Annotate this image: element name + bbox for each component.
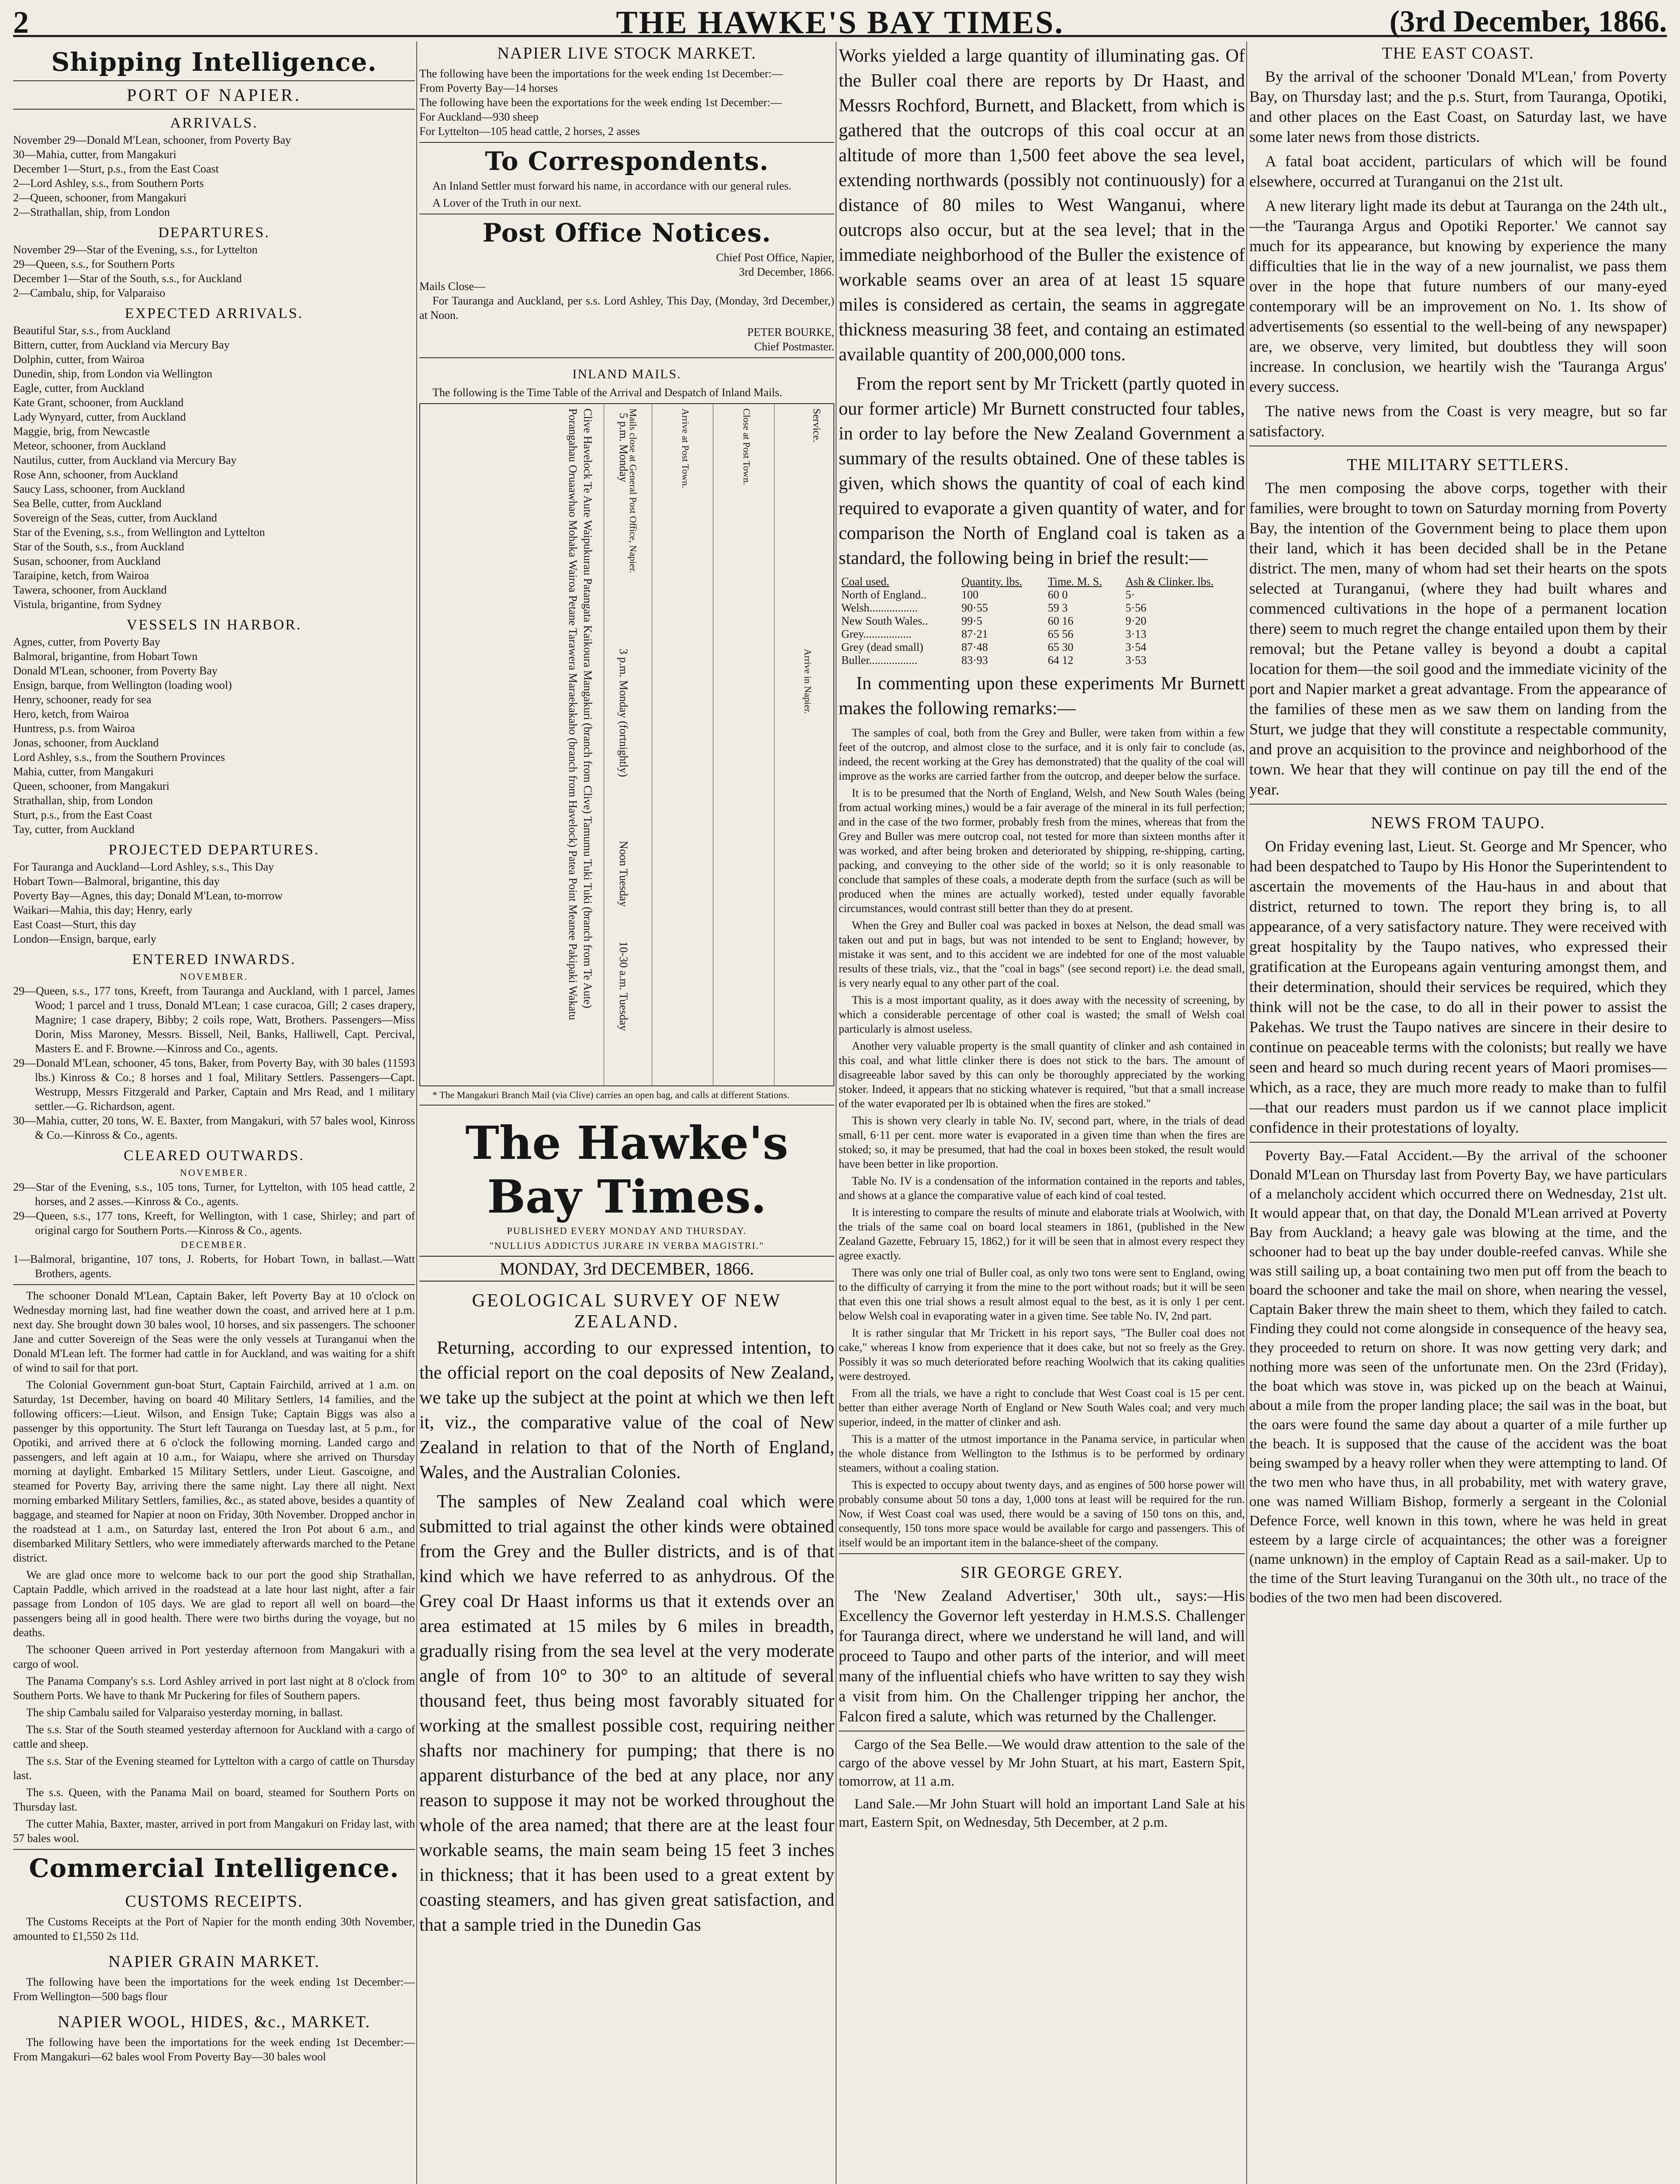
list-item: Agnes, cutter, from Poverty Bay xyxy=(13,636,160,648)
list-item: Hero, ketch, from Wairoa xyxy=(13,708,129,720)
section-heading: EXPECTED ARRIVALS. xyxy=(124,305,304,321)
article-paragraph: By the arrival of the schooner 'Donald M'Lean,' from Poverty Bay, on Thursday last; and the p.s. Sturt, from Tauranga, Opotiki, and other places on the East Coast, on Saturday last, we have some later news from those districts. xyxy=(1249,68,1667,145)
divider xyxy=(13,80,415,81)
list-item: Sovereign of the Seas, cutter, from Auckland xyxy=(13,511,217,524)
table-cell: Grey (dead small) xyxy=(841,641,923,653)
notice-line: Chief Post Office, Napier, xyxy=(716,251,834,264)
article-paragraph: The native news from the Coast is very meagre, but so far satisfactory. xyxy=(1249,402,1667,440)
shipping-list xyxy=(13,116,415,1281)
table-cell: 60 0 xyxy=(1047,588,1068,601)
table-cell: 64 12 xyxy=(1047,654,1074,667)
table-row xyxy=(839,588,1245,601)
list-item: Saucy Lass, schooner, from Auckland xyxy=(13,483,185,495)
notice-line: PETER BOURKE, xyxy=(747,326,834,339)
eastcoast-heading: THE EAST COAST. xyxy=(1382,44,1535,62)
table-cell: 90·55 xyxy=(961,601,988,614)
table-header: Quantity. lbs. xyxy=(961,575,1023,588)
table-cell: 60 16 xyxy=(1047,615,1074,627)
list-item: East Coast—Sturt, this day xyxy=(13,918,136,931)
table-row xyxy=(839,615,1245,628)
list-item: December 1—Star of the South, s.s., for Auckland xyxy=(13,272,242,285)
shipping-note: The Panama Company's s.s. Lord Ashley arrived in port last night at 8 o'clock from Southern Ports. We have to thank Mr Puckering for files of Southern papers. xyxy=(13,1675,415,1702)
list-item: 29—Queen, s.s., 177 tons, Kreeft, from Tauranga and Auckland, with 1 parcel, James Wood; 1 parcel and 1 truss, Donald M'Lean; 1 case curacoa, Gill; 2 cases drapery, Magnire; 1 case drapery, Bibby; 2 coils rope, Watt, Brothers. Passengers—Miss Dorin, Miss Maroney, Messrs. Bissell, Neil, Banks, Halliwell, Capt. Percival, Masters E. and F. Browne.—Kinross and Co., agents. xyxy=(13,985,415,1055)
list-item: Jonas, schooner, from Auckland xyxy=(13,736,159,749)
list-item: Sea Belle, cutter, from Auckland xyxy=(13,497,162,510)
table-cell: 5·56 xyxy=(1125,601,1147,614)
list-item: Mahia, cutter, from Mangakuri xyxy=(13,765,154,778)
masthead xyxy=(13,4,1667,41)
list-item: Henry, schooner, ready for sea xyxy=(13,693,152,706)
table-cell: 3 p.m. Monday (fortnightly) xyxy=(617,649,630,777)
list-item: Eagle, cutter, from Auckland xyxy=(13,382,145,394)
correspondents-heading: To Correspondents. xyxy=(485,146,769,176)
inland-mails-heading: INLAND MAILS. xyxy=(572,367,681,381)
inland-mails-table xyxy=(419,403,834,1086)
month-label: NOVEMBER. xyxy=(180,1167,248,1178)
table-cell: Welsh................. xyxy=(841,601,918,614)
list-item: Poverty Bay—Agnes, this day; Donald M'Lean, to-morrow xyxy=(13,889,283,902)
list-item: Rose Ann, schooner, from Auckland xyxy=(13,468,178,481)
article-paragraph: Works yielded a large quantity of illuminating gas. Of the Buller coal there are reports by Dr Haast, and Messrs Rochford, Burnett, and Blackett, from which is gathered that the outcrops of this coal occur at an altitude of more than 1,500 feet above the sea level, extending northwards (possibly not continuously) for a distance of 80 miles to West Wanganui, where outcrops also occur, but at the sea level; that in the immediate neighborhood of the Buller the existence of workable seams over an area of at least 15 square miles is considered as certain, the seams in aggregate thickness measuring 38 feet, and containg an estimated available quantity of 200,000,000 tons. xyxy=(839,46,1245,365)
remark-paragraph: It is rather singular that Mr Trickett in his report says, "The Buller coal does not cake," whereas I know from experience that it does cake, but not so freely as the Grey. Possibly it was so much deteriorated before reaching Woolwich that its caking qualities were destroyed. xyxy=(839,1327,1245,1382)
table-footnote: * The Mangakuri Branch Mail (via Clive) carries an open bag, and calls at different Stations. xyxy=(432,1089,790,1100)
column-survey xyxy=(839,44,1245,2184)
wool-text: The following have been the importations for the week ending 1st December:— From Mangakuri—62 bales wool From Poverty Bay—30 bales wool xyxy=(13,2036,415,2063)
grey-heading: SIR GEORGE GREY. xyxy=(960,1563,1123,1582)
grain-heading: NAPIER GRAIN MARKET. xyxy=(108,1952,320,1971)
remark-paragraph: It is interesting to compare the results of minute and elaborate trials at Woolwich, with the trials of the same coal on board local steamers in 1861, (published in the New Zealand Gazette, February 15, 1862,) for it will be seen that in almost every respect they agree exactly. xyxy=(839,1206,1245,1262)
table-column xyxy=(713,404,774,1085)
article-paragraph: The samples of New Zealand coal which were submitted to trial against the other kinds were obtained from the Grey and the Buller districts, and is of that kind which we have referred to as anhydrous. Of the Grey coal Dr Haast informs us that it extends over an area estimated at 15 miles by 6 miles in breadth, gradually rising from the sea level at the very moderate angle of from 10° to 30° to an altitude of several thousand feet, thus being most favorably situated for working at the smallest possible cost, requiring neither shafts nor machinery for pumping; that there is no apparent disturbance of the bed at any place, nor any reason to suppose it may not be worked throughout the whole of the area named; that there are at the least four workable seams, the main seam being 15 feet 3 inches in thickness; that it has been used to a great extent by coasting steamers, and has given great satisfaction, and that a sample tried in the Dunedin Gas xyxy=(419,1492,834,1935)
shipping-notes xyxy=(13,1289,415,1845)
list-item: Huntress, p.s. from Wairoa xyxy=(13,722,135,735)
table-row xyxy=(839,575,1245,588)
livestock-list xyxy=(419,66,834,138)
notice-line: Mails Close— xyxy=(419,280,485,293)
list-item: 29—Donald M'Lean, schooner, 45 tons, Baker, from Poverty Bay, with 30 bales (11593 lbs.) Kinross & Co.; 8 horses and 1 foal, Military Settlers. Passengers—Capt. Westrupp, Messrs Fitzgerald and Parker, Captain and Mrs Read, and 1 military settler.—G. Richardson, agent. xyxy=(13,1057,415,1113)
list-item: Kate Grant, schooner, from Auckland xyxy=(13,396,184,409)
table-column xyxy=(774,404,833,1085)
taupo-heading: NEWS FROM TAUPO. xyxy=(1371,814,1545,832)
newspaper-logo: The Hawke's Bay Times. xyxy=(465,1116,788,1223)
divider xyxy=(13,1284,415,1285)
remark-paragraph: It is to be presumed that the North of England, Welsh, and New South Wales (being from actual working mines,) would be a fair average of the mineral in its full perfection; and in the case of the two former, probably fresh from the mines, whereas that from the Grey and Buller was mere outcrop coal, not tested for more than sixteen months after it was worked, and after being broken and deteriorated by shipping, re-shipping, carting, packing, and conveying to the other side of the world; so it is only reasonable to conclude that samples of these coals, a moderate depth from the surface (such as will be produced when the mines are actually worked), tested under equally favorable circumstances, would contrast still better than they do at present. xyxy=(839,787,1245,915)
article-body xyxy=(839,44,1245,571)
list-item: Star of the Evening, s.s., from Wellington and Lyttelton xyxy=(13,526,265,539)
section-heading: PROJECTED DEPARTURES. xyxy=(108,842,320,858)
remark-paragraph: This is expected to occupy about twenty days, and as engines of 500 horse power will probably consume about 50 tons a day, 1,000 tons at least will be required for the run. Now, if West Coast coal was used, there would be a saving of 150 tons on this, and, consequently, 150 tons more space would be available for cargo and passengers. This of itself would be an important item in the balance-sheet of the company. xyxy=(839,1479,1245,1549)
remark-paragraph: This is shown very clearly in table No. IV, second part, where, in the trials of dead small, 6·11 per cent. more water is evaporated in a given time than when the fires are stoked; so, it may be presumed, that had the coal in boxes been stoked, the result would have been better in like proportion. xyxy=(839,1114,1245,1170)
table-header: Ash & Clinker. lbs. xyxy=(1125,575,1214,588)
list-item: Beautiful Star, s.s., from Auckland xyxy=(13,324,171,337)
divider xyxy=(1249,1142,1667,1143)
article-body xyxy=(419,1336,834,1938)
customs-heading: CUSTOMS RECEIPTS. xyxy=(125,1892,303,1911)
page-number: 2 xyxy=(13,5,29,40)
customs-text: The Customs Receipts at the Port of Napier for the month ending 30th November, amounted to £1,550 2s 11d. xyxy=(13,1915,415,1942)
section-heading: ARRIVALS. xyxy=(170,115,258,131)
divider xyxy=(1249,804,1667,805)
notice-line: For Tauranga and Auckland, per s.s. Lord Ashley, This Day, (Monday, 3rd December,) at Noon. xyxy=(419,294,834,321)
table-cell: 5 p.m. Monday xyxy=(617,413,630,482)
postoffice-notice xyxy=(419,250,834,354)
table-cell: 65 56 xyxy=(1047,628,1074,640)
shipping-note: The schooner Donald M'Lean, Captain Baker, left Poverty Bay at 10 o'clock on Wednesday morning last, had fine weather down the coast, and arrived here at 1 p.m. next day. She brought down 30 bales wool, 10 horses, and six passengers. The schooner Jane and cutter Sovereign of the Seas were the only vessels at Turanganui when the Donald M'Lean left. The former had cattle in for Auckland, and was waiting for a shift of wind to sail for that port. xyxy=(13,1289,415,1374)
list-item: Dunedin, ship, from London via Wellington xyxy=(13,367,212,380)
taupo-text: On Friday evening last, Lieut. St. George and Mr Spencer, who had been despatched to Taupo by His Honor the Superintendent to ascertain the movements of the Hau-haus in and about that district, returned to town. The report they bring is, to all appearance, of a very satisfactory nature. They were received with great hospitality by the Taupo natives, who expressed their gratification at the Europeans again venturing amongst them, and their determination, should their services be required, which they think will not be the case, to do all in their power to assist the Pakehas. We trust the Taupo natives are sincere in their desire to continue on peaceable terms with the colonists; but really we have seen and heard so much during recent years of Maori promises—which, as a race, they are much more ready to make than to fulfil—that our readers must pardon us if we cannot place implicit confidence in their protestations of loyalty. xyxy=(1249,837,1667,1136)
table-cell: 65 30 xyxy=(1047,641,1074,653)
month-label: DECEMBER. xyxy=(180,1239,248,1250)
military-heading: THE MILITARY SETTLERS. xyxy=(1347,456,1569,474)
wool-heading: NAPIER WOOL, HIDES, &c., MARKET. xyxy=(58,2013,370,2031)
table-cell: 87·21 xyxy=(961,628,988,640)
shipping-note: The Colonial Government gun-boat Sturt, Captain Fairchild, arrived at 1 a.m. on Saturday, 1st December, having on board 40 Military Settlers, 14 families, and the following officers:—Lieut. Wilson, and Ensign Tuke; Captain Biggs was also a passenger by this opportunity. The Sturt left Tauranga on Tuesday last, at 5 p.m., for Opotiki, and arrived there at 6 o'clock the following morning. Landed cargo and passengers, and left again at 10 a.m., for Waiapu, where she arrived on Thursday morning at daylight. Embarked 15 Military Settlers, under Lieut. Gascoigne, and steamed for Poverty Bay, arriving there the same night. Lay there all night. Next morning embarked Military Settlers, families, &c., as stated above, besides a quantity of baggage, and steamed for Napier at noon on Friday, 30th November. Dropped anchor in the roadstead at 1 a.m., on Saturday last, entered the Iron Pot about 6 a.m., and disembarked Military Settlers, who were immediately afterwards marched to the Petane district. xyxy=(13,1379,415,1564)
table-row xyxy=(839,641,1245,654)
table-cell: Noon Tuesday xyxy=(617,841,630,907)
eastcoast-body xyxy=(1249,66,1667,441)
correspondent-note: A Lover of the Truth in our next. xyxy=(432,197,581,209)
notice-line: Chief Postmaster. xyxy=(754,340,834,353)
list-item: 2—Queen, schooner, from Mangakuri xyxy=(13,191,187,204)
shipping-note: We are glad once more to welcome back to our port the good ship Strathallan, Captain Paddle, which arrived in the roadstead at a late hour last night, after a fair passage from London of 105 days. We are glad to report all well on board—the passengers being all in good health. There were two births during the voyage, but no deaths. xyxy=(13,1569,415,1639)
list-item: 30—Mahia, cutter, from Mangakuri xyxy=(13,148,176,161)
table-cell: 10-30 a.m. Tuesday xyxy=(617,941,630,1031)
table-column xyxy=(420,404,604,1085)
list-item: Lord Ashley, s.s., from the Southern Provinces xyxy=(13,751,225,764)
remark-paragraph: There was only one trial of Buller coal, as only two tons were sent to England, owing to the difficulty of carrying it from the mine to the port without roads; but it will be seen that even this one trial shows a result almost equal to the best, as it is only 1 per cent. below Welsh coal in evaporating water in a given time. See table No. IV, 2nd part. xyxy=(839,1266,1245,1322)
list-item: For Auckland—930 sheep xyxy=(419,111,539,123)
list-item: Queen, schooner, from Mangakuri xyxy=(13,780,169,792)
remark-paragraph: This is a most important quality, as it does away with the necessity of screening, by which a considerable percentage of other coal is wasted; the small of Welsh coal particularly is almost useless. xyxy=(839,994,1245,1035)
list-item: Susan, schooner, from Auckland xyxy=(13,555,161,567)
list-item: Bittern, cutter, from Auckland via Mercury Bay xyxy=(13,339,230,351)
column-shipping xyxy=(13,44,415,2184)
divider xyxy=(839,1553,1245,1554)
list-item: Balmoral, brigantine, from Hobart Town xyxy=(13,650,198,663)
shipping-note: The s.s. Star of the South steamed yesterday afternoon for Auckland with a cargo of cattle and sheep. xyxy=(13,1723,415,1750)
month-label: NOVEMBER. xyxy=(180,971,248,982)
cargo-notice: Cargo of the Sea Belle.—We would draw attention to the sale of the cargo of the above vessel by Mr John Stuart, at his mart, Eastern Spit, tomorrow, at 11 a.m. xyxy=(839,1736,1245,1789)
list-item: Donald M'Lean, schooner, from Poverty Bay xyxy=(13,664,218,677)
postoffice-heading: Post Office Notices. xyxy=(482,218,771,248)
list-item: Vistula, brigantine, from Sydney xyxy=(13,598,162,611)
list-item: The following have been the importations for the week ending 1st December:— xyxy=(419,67,783,80)
table-header: Arrive at Post Town. xyxy=(680,408,691,488)
table-cell: North of England.. xyxy=(841,588,926,601)
table-row xyxy=(839,601,1245,615)
list-item: Tawera, schooner, from Auckland xyxy=(13,584,167,596)
table-cell: 3·53 xyxy=(1125,654,1147,667)
accident-text: Poverty Bay.—Fatal Accident.—By the arrival of the schooner Donald M'Lean on Thursday last from Poverty Bay, we have particulars of a melancholy accident which occurred there on Wednesday, 21st ult. It would appear that, on that day, the Donald M'Lean arrived at Poverty Bay from Auckland; a heavy gale was blowing at the time, and the schooner had to beat up the bay under double-reefed canvas. While she was still sailing up, a boat containing two men put off from the beach to board the schooner and take the mail on shore, when nearing the vessel, Captain Baker threw the main sheet to them, which they failed to catch. Finding they could not come alongside in consequence of the heavy sea, they proceeded to return on shore. It was now getting very dark; and nothing more was seen of the unfortunate men. On the 23rd (Friday), the boat which was stove in, was picked up on the beach at Wainui, about a mile from the proper landing place; the sail was in the boat, but the oars were found the same day about a quarter of a mile further up the beach. It is supposed that the cause of the accident was the boat being swamped by a heavy roller when they were attempting to land. Of the two men who have thus, in all probability, met with watery grave, one was named William Bishop, formerly a sergeant in the Colonial Defence Force, well known in this town, where he was held in great esteem by a large circle of acquaintances; the other was a foreigner (name unknown) in the employ of Captain Read as a sail-maker. Up to the time of the Sturt leaving Turanganui on the 30th ult., no trace of the bodies of the two men had been discovered. xyxy=(1249,1148,1667,1606)
land-sale-notice: Land Sale.—Mr John Stuart will hold an important Land Sale at his mart, Eastern Spit, on Wednesday, 5th December, at 2 p.m. xyxy=(839,1796,1245,1830)
column-rule xyxy=(836,41,837,2184)
list-item: 29—Queen, s.s., 177 tons, Kreeft, for Wellington, with 1 case, Shirley; and part of original cargo for Southern Ports.—Kinross & Co., agents. xyxy=(13,1209,415,1237)
list-item: 30—Mahia, cutter, 20 tons, W. E. Baxter, from Mangakuri, with 57 bales wool, Kinross & Co.—Kinross & Co., agents. xyxy=(13,1114,415,1141)
list-item: Tay, cutter, from Auckland xyxy=(13,823,135,836)
table-cell: 87·48 xyxy=(961,641,988,653)
military-text: The men composing the above corps, together with their families, were brought to town on Saturday morning from Poverty Bay, the intention of the Government being to place them upon their land, which it has been decided shall be in the Petane district. The men, many of whom had set their hearts on the spots selected at Turanganui, (where they had built whares and commenced cultivations in the hope of a permanent location there) seem to much regret the change entailed upon them by their removal; but the Petane valley is beyond a doubt a capital location for them—the soil good and the immediate vicinity of the port and Napier market a great advantage. From the appearance of the families of these men as we saw them on landing from the Sturt, we judge that they will constitute a respectable community, and prove an acquisition to the province and neighborhood of the town. We hear that they will continue on pay till the end of the year. xyxy=(1249,479,1667,798)
table-cell: 5· xyxy=(1125,588,1135,601)
table-cell: New South Wales.. xyxy=(841,615,928,627)
table-cell: 99·5 xyxy=(961,615,982,627)
shipping-note: The schooner Queen arrived in Port yesterday afternoon from Mangakuri with a cargo of wool. xyxy=(13,1643,415,1670)
table-row xyxy=(839,654,1245,667)
divider xyxy=(419,1105,834,1106)
list-item: Waikari—Mahia, this day; Henry, early xyxy=(13,904,193,916)
divider xyxy=(419,142,834,143)
list-item: Star of the South, s.s., from Auckland xyxy=(13,540,184,553)
list-item: For Lyttelton—105 head cattle, 2 horses, 2 asses xyxy=(419,125,640,138)
shipping-note: The s.s. Star of the Evening steamed for Lyttelton with a cargo of cattle on Thursday last. xyxy=(13,1755,415,1782)
table-header: Close at Post Town. xyxy=(741,408,752,485)
list-item: Nautilus, cutter, from Auckland via Mercury Bay xyxy=(13,454,237,467)
published-line: PUBLISHED EVERY MONDAY AND THURSDAY. xyxy=(507,1225,747,1236)
column-notices xyxy=(419,44,834,2184)
list-item: December 1—Sturt, p.s., from the East Coast xyxy=(13,162,219,175)
article-paragraph: In commenting upon these experiments Mr Burnett makes the following remarks:— xyxy=(839,674,1245,719)
table-cell: 3·54 xyxy=(1125,641,1147,653)
notice-line: 3rd December, 1866. xyxy=(739,266,834,278)
table-cell: Buller................. xyxy=(841,654,918,667)
remark-paragraph: When the Grey and Buller coal was packed in boxes at Nelson, the dead small was taken out and put in bags, but was not intended to be sent to England; however, by mistake it was sent, and to this accident we are indebted for one of the most valuable results of these trials, viz., that the "coal in bags" (see second report) i.e. the dead small, is very nearly equal to any other part of the coal. xyxy=(839,919,1245,989)
remark-paragraph: From all the trials, we have a right to conclude that West Coast coal is 15 per cent. better than either average North of England or New South Wales coal; and very much superior, indeed, in the matter of clinker and ash. xyxy=(839,1387,1245,1428)
shipping-note: The s.s. Queen, with the Panama Mail on board, steamed for Southern Ports on Thursday last. xyxy=(13,1786,415,1813)
list-item: 2—Strathallan, ship, from London xyxy=(13,206,170,218)
table-cell: Clive Havelock Te Aute Waipukurau Patangata Kaikoura Mangakuri (branch from Clive) Tamumu Tuki Tuki (branch from Te Aute) Porangahau Oruaawhao Mohaka Wairoa Petane Tarawera Maraekakaho (branch from Havelock) Patea Point Meanee Pakipaki Wakatu xyxy=(567,408,594,1020)
list-item: For Tauranga and Auckland—Lord Ashley, s.s., This Day xyxy=(13,860,274,873)
table-cell: 59 3 xyxy=(1047,601,1068,614)
list-item: Strathallan, ship, from London xyxy=(13,794,153,807)
table-cell: 100 xyxy=(961,588,978,601)
remark-paragraph: This is a matter of the utmost importance in the Panama service, in particular when the whole distance from Wellington to the Isthmus is to be performed by ordinary steamers, without a coaling station. xyxy=(839,1433,1245,1474)
article-paragraph: Returning, according to our expressed intention, to the official report on the coal deposits of New Zealand, we take up the subject at the point at which we then left it, viz., the comparative value of the coal of New Zealand in relation to that of the North of England, Wales, and the Australian Colonies. xyxy=(419,1338,834,1482)
list-item: London—Ensign, barque, early xyxy=(13,933,156,945)
shipping-note: The cutter Mahia, Baxter, master, arrived in port from Mangakuri on Friday last, with 57 bales wool. xyxy=(13,1818,415,1845)
section-heading: DEPARTURES. xyxy=(158,225,270,241)
column-news xyxy=(1249,44,1667,2184)
motto: "NULLIUS ADDICTUS JURARE IN VERBA MAGISTRI." xyxy=(489,1240,764,1251)
list-item: Maggie, brig, from Newcastle xyxy=(13,425,150,438)
table-cell: 9·20 xyxy=(1125,615,1147,627)
list-item: Dolphin, cutter, from Wairoa xyxy=(13,353,145,366)
list-item: 2—Lord Ashley, s.s., from Southern Ports xyxy=(13,177,204,190)
list-item: Taraipine, ketch, from Wairoa xyxy=(13,569,149,582)
section-heading: VESSELS IN HARBOR. xyxy=(126,617,302,633)
column-rule xyxy=(1246,41,1247,2184)
grain-text: The following have been the importations for the week ending 1st December:— From Wellington—500 bags flour xyxy=(13,1976,415,2003)
table-header: Arrive in Napier. xyxy=(802,649,813,714)
newspaper-title: THE HAWKE'S BAY TIMES. xyxy=(616,5,1064,41)
article-paragraph: A fatal boat accident, particulars of which will be found elsewhere, occurred at Turanganui on the 21st ult. xyxy=(1249,152,1667,190)
column-rule xyxy=(416,41,417,2184)
section-heading: CLEARED OUTWARDS. xyxy=(124,1147,304,1164)
list-item: The following have been the exportations for the week ending 1st December:— xyxy=(419,96,782,109)
article-paragraph: A new literary light made its debut at Tauranga on the 24th ult.,—the 'Tauranga Argus and Opotiki Reporter.' We cannot say much for its appearance, but knowing by experience the many difficulties that lie in the way of a new journalist, we pass them over in the hope that future numbers of our many-eyed contemporary will be an improvement on No. 1. Its show of advertisements (so essential to the well-being of any newspaper) are, we observe, very limited, but doubtless they will soon increase. In conclusion, we heartily wish the 'Tauranga Argus' every success. xyxy=(1249,197,1667,395)
list-item: November 29—Donald M'Lean, schooner, from Poverty Bay xyxy=(13,134,291,146)
list-item: From Poverty Bay—14 horses xyxy=(419,82,558,94)
remark-paragraph: The samples of coal, both from the Grey and Buller, were taken from within a few feet of the outcrop, and almost close to the surface, and it is only fair to conclude (as, indeed, the recent working at the Grey has demonstrated) that the quality of the coal will improve as the works are carried farther from the outcrop, and deeper below the surface. xyxy=(839,726,1245,782)
port-heading: PORT OF NAPIER. xyxy=(127,85,301,105)
coal-table xyxy=(839,575,1245,667)
article-heading: GEOLOGICAL SURVEY OF NEW ZEALAND. xyxy=(472,1291,782,1332)
table-cell: 83·93 xyxy=(961,654,988,667)
table-header: Service. xyxy=(811,408,822,442)
article-paragraph: From the report sent by Mr Trickett (partly quoted in our former article) Mr Burnett constructed four tables, in order to lay before the New Zealand Government a summary of the results obtained. One of these tables is given, which shows the quantity of coal of each kind required to evaporate a given quantity of water, and for comparison the North of England coal is taken as a standard, the following being in brief the result:— xyxy=(839,374,1245,568)
livestock-heading: NAPIER LIVE STOCK MARKET. xyxy=(497,44,757,62)
table-header: Time. M. S. xyxy=(1047,575,1102,588)
list-item: November 29—Star of the Evening, s.s., for Lyttelton xyxy=(13,243,258,256)
list-item: Meteor, schooner, from Auckland xyxy=(13,439,166,452)
divider xyxy=(13,109,415,110)
list-item: 29—Star of the Evening, s.s., 105 tons, Turner, for Lyttelton, with 105 head cattle, 2 horses, and 2 asses.—Kinross & Co., agents. xyxy=(13,1181,415,1208)
list-item: 29—Queen, s.s., for Southern Ports xyxy=(13,258,175,270)
remark-paragraph: Another very valuable property is the small quantity of clinker and ash contained in this coal, and what little clinker there is does not stick to the bars. The amount of disagreeable labor saved by this can only be thoroughly appreciated by the working stoker. Indeed, it appears that no sticking whatever is required, "but that a small increase of the water evaporated per lb is obtained when the fires are stoked." xyxy=(839,1040,1245,1110)
list-item: 1—Balmoral, brigantine, 107 tons, J. Roberts, for Hobart Town, in ballast.—Watt Brothers, agents. xyxy=(13,1253,415,1280)
remark-paragraph: Table No. IV is a condensation of the information contained in the reports and tables, and shows at a glance the comparative value of each kind of coal tested. xyxy=(839,1175,1245,1202)
remarks xyxy=(839,726,1245,1550)
list-item: 2—Cambalu, ship, for Valparaiso xyxy=(13,287,166,299)
inland-mails-intro: The following is the Time Table of the Arrival and Despatch of Inland Mails. xyxy=(432,386,782,399)
list-item: Sturt, p.s., from the East Coast xyxy=(13,809,152,821)
table-row xyxy=(839,628,1245,641)
table-cell: 3·13 xyxy=(1125,628,1147,640)
section-heading: ENTERED INWARDS. xyxy=(132,951,296,968)
issue-date: (3rd December, 1866. xyxy=(1389,5,1667,38)
table-header: Coal used. xyxy=(841,575,889,588)
issue-dateline: MONDAY, 3rd DECEMBER, 1866. xyxy=(419,1256,834,1282)
shipping-note: The ship Cambalu sailed for Valparaiso yesterday morning, in ballast. xyxy=(26,1706,343,1719)
table-cell: Grey................. xyxy=(841,628,912,640)
commercial-heading: Commercial Intelligence. xyxy=(29,1853,399,1883)
shipping-heading: Shipping Intelligence. xyxy=(51,47,377,77)
grey-text: The 'New Zealand Advertiser,' 30th ult., says:—His Excellency the Governor left yesterday in H.M.S.S. Challenger for Tauranga direct, where we understand he will land, and will proceed to Taupo and other parts of the interior, and will meet many of the influential chiefs who have written to say they wish a visit from him. On the Challenger tripping her anchor, the Falcon fired a salute, which was returned by the Challenger. xyxy=(839,1587,1245,1725)
list-item: Hobart Town—Balmoral, brigantine, this day xyxy=(13,875,220,888)
list-item: Lady Wynyard, cutter, from Auckland xyxy=(13,411,186,423)
table-column xyxy=(652,404,713,1085)
divider xyxy=(13,1849,415,1850)
list-item: Ensign, barque, from Wellington (loading wool) xyxy=(13,679,232,691)
correspondent-note: An Inland Settler must forward his name, in accordance with our general rules. xyxy=(432,180,792,192)
divider xyxy=(419,357,834,358)
table-header: Mails close at General Post Office, Napier. xyxy=(628,408,639,574)
